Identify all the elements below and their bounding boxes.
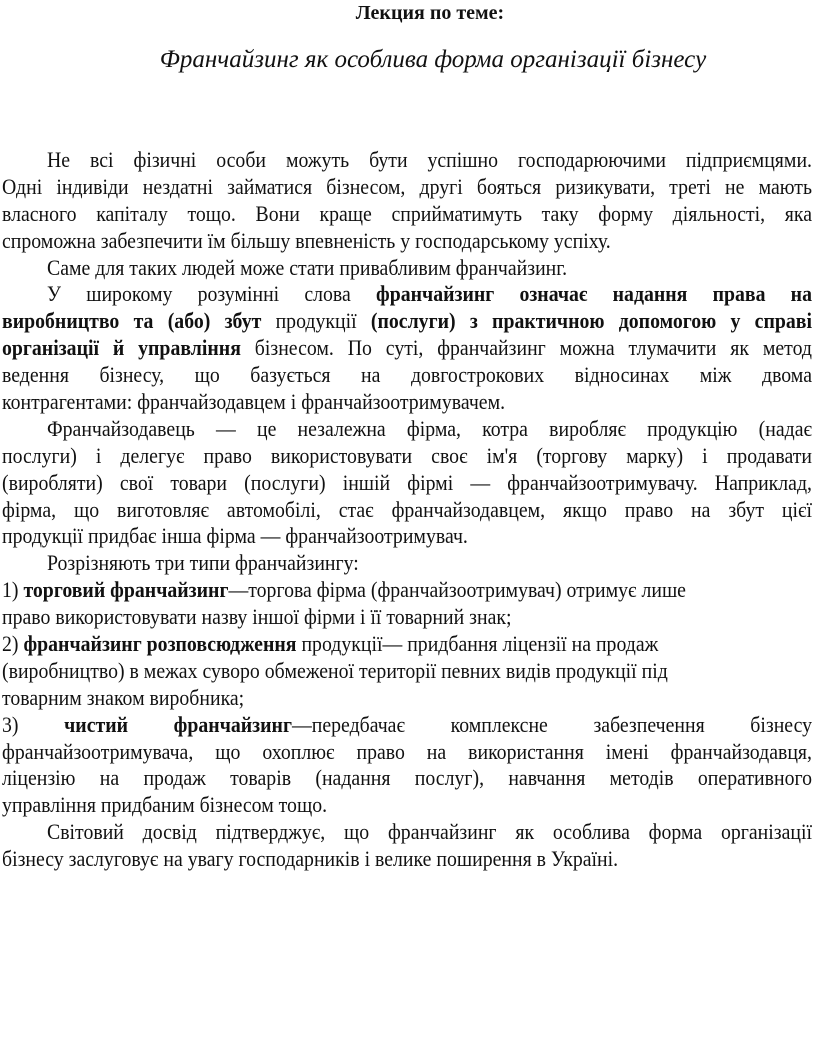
- text: бізнесу заслуговує на увагу господарників і велике поширення в Україні.: [2, 846, 619, 872]
- text: фірма, що виготовляє автомобілі, стає франчайзодавцем, якщо право на збут цієї: [2, 496, 812, 522]
- text: послуги) і делегує право використовувати своє ім'я (торгову марку) і продавати: [2, 442, 812, 468]
- text: 2): [2, 631, 24, 657]
- text-line: [2, 308, 812, 335]
- text-line: [2, 604, 812, 631]
- text-line: [2, 819, 812, 846]
- text-line: [2, 255, 812, 282]
- text-line: [2, 443, 812, 470]
- text-line: [2, 335, 812, 362]
- text-line: [2, 281, 812, 308]
- text: управління придбаним бізнесом тощо.: [2, 792, 328, 818]
- bold-text: чистий франчайзинг: [64, 711, 292, 737]
- paragraph: [2, 631, 812, 712]
- text-line: [2, 362, 812, 389]
- lecture-subtitle: Франчайзинг як особлива форма організації бізнесу: [159, 46, 707, 73]
- text: —передбачає комплексне забезпечення бізнесу: [291, 711, 813, 737]
- bold-text: виробництво та (або) збут: [2, 308, 262, 334]
- text: право використовувати назву іншої фірми і її товарний знак;: [2, 604, 512, 630]
- text: (виробляти) свої товари (послуги) іншій фірмі — франчайзоотримувачу. Наприклад,: [2, 469, 812, 495]
- paragraph: [2, 577, 812, 631]
- lecture-heading: Лекция по теме:: [355, 2, 505, 24]
- text-line: [2, 389, 812, 416]
- bold-text: організації й управління: [2, 335, 241, 361]
- text: 1): [2, 577, 24, 603]
- text: У широкому розумінні слова: [47, 281, 377, 307]
- text: Франчайзодавець — це незалежна фірма, котра виробляє продукцію (надає: [47, 415, 812, 441]
- text-line: [2, 201, 812, 228]
- text: 3): [2, 711, 65, 737]
- text-line: [2, 174, 812, 201]
- text: —торгова фірма (франчайзоотримувач) отримує лише: [228, 577, 686, 603]
- text: власного капіталу тощо. Вони краще сприйматимуть таку форму діяльності, яка: [2, 200, 812, 226]
- bold-text: франчайзинг означає надання права на: [376, 281, 812, 307]
- text: спроможна забезпечити їм більшу впевненість у господарському успіху.: [2, 227, 611, 253]
- text: Розрізняють три типи франчайзингу:: [47, 550, 359, 576]
- text: товарним знаком виробника;: [2, 684, 245, 710]
- text-line: [2, 765, 812, 792]
- text-line: [2, 228, 812, 255]
- document-body: [2, 147, 812, 873]
- paragraph: [2, 281, 812, 415]
- paragraph: [2, 550, 812, 577]
- text-line: [2, 416, 812, 443]
- text: франчайзоотримувача, що охоплює право на використання імені франчайзодавця,: [2, 738, 812, 764]
- text-line: [2, 658, 812, 685]
- text-line: [2, 712, 812, 739]
- text-line: [2, 739, 812, 766]
- text: продукції— придбання ліцензії на продаж: [296, 631, 659, 657]
- text-line: [2, 470, 812, 497]
- text: (виробництво) в межах суворо обмеженої території певних видів продукції під: [2, 657, 668, 683]
- text-line: [2, 631, 812, 658]
- text-line: [2, 550, 812, 577]
- text: бізнесом. По суті, франчайзинг можна тлумачити як метод: [240, 335, 812, 361]
- text: продукції: [261, 308, 371, 334]
- bold-text: торговий франчайзинг: [23, 577, 229, 603]
- bold-text: франчайзинг розповсюдження: [23, 631, 297, 657]
- text: Саме для таких людей може стати привабливим франчайзинг.: [47, 254, 568, 280]
- text: ведення бізнесу, що базується на довгострокових відносинах між двома: [2, 362, 812, 388]
- text-line: [2, 577, 812, 604]
- text: ліцензію на продаж товарів (надання послуг), навчання методів оперативного: [2, 765, 812, 791]
- text: контрагентами: франчайзодавцем і франчайзоотримувачем.: [2, 389, 506, 415]
- text-line: [2, 685, 812, 712]
- text: Одні індивіди нездатні займатися бізнесом, другі бояться ризикувати, треті не мають: [2, 173, 812, 199]
- text: продукції придбає інша фірма — франчайзоотримувач.: [2, 523, 468, 549]
- paragraph: [2, 255, 812, 282]
- text: Світовий досвід підтверджує, що франчайзинг як особлива форма організації: [47, 819, 812, 845]
- text-line: [2, 792, 812, 819]
- text-line: [2, 497, 812, 524]
- paragraph: [2, 416, 812, 550]
- paragraph: [2, 819, 812, 873]
- paragraph: [2, 147, 812, 255]
- text-line: [2, 147, 812, 174]
- text: Не всі фізичні особи можуть бути успішно господарюючими підприємцями.: [47, 147, 812, 172]
- text-line: [2, 846, 812, 873]
- paragraph: [2, 712, 812, 820]
- text-line: [2, 523, 812, 550]
- bold-text: (послуги) з практичною допомогою у справі: [370, 308, 812, 334]
